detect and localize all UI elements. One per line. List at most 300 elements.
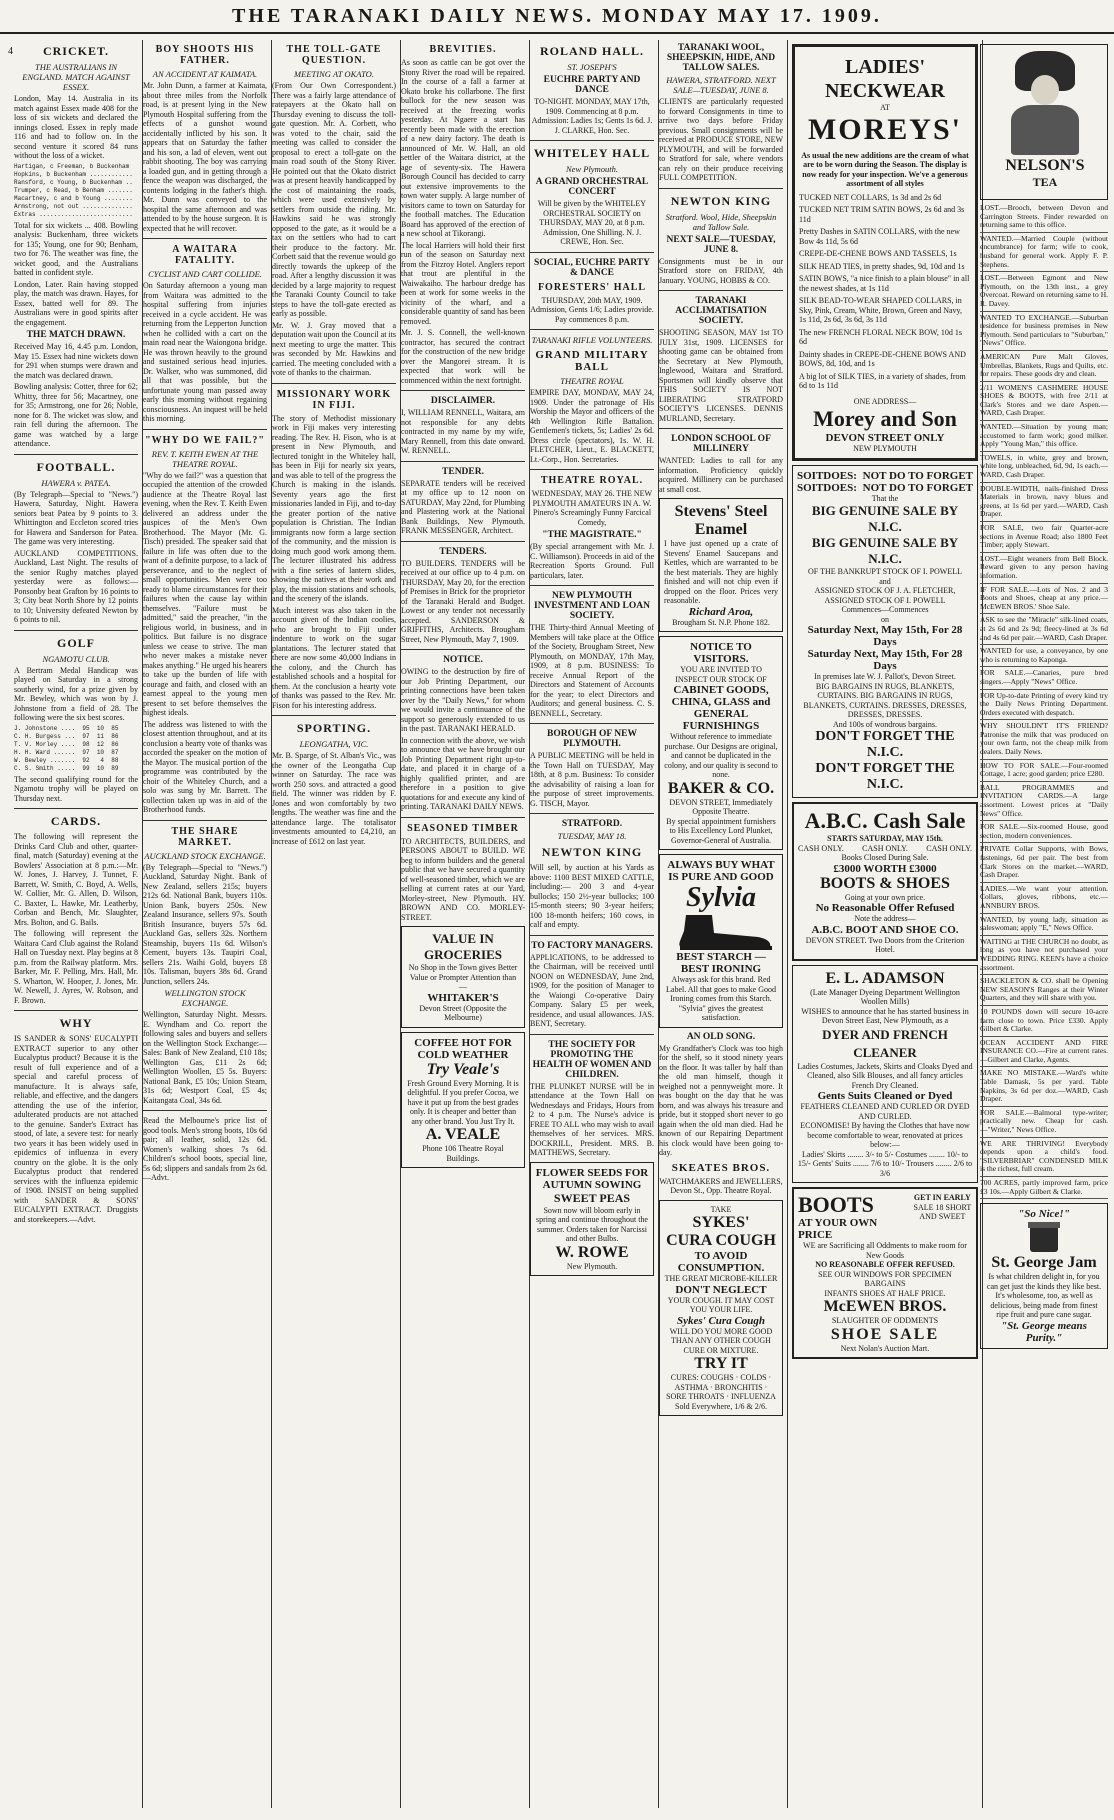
classified-ad: AMERICAN Pure Malt Gloves, Umbrellas, Blankets, Rugs and Quilts, etc. for repairs. These goods dry and clean.: [980, 353, 1108, 382]
sylvia-paragraph: Always ask for this brand. Red Label. All that goes to make Good Ironing comes from this Starch. "Sylvia" gives the greatest satisfaction.: [666, 975, 776, 1022]
rowe-advertisement: [530, 1162, 654, 1277]
cards-heading: CARDS.: [50, 814, 102, 828]
euchre-paragraph: TO-NIGHT. MONDAY, MAY 17th, 1909. Commencing at 8 p.m. Admission: Ladies 1s; Gents 1s 6d. J. J. CLARKE, Hon. Sec.: [531, 97, 653, 135]
classified-ad: WANTED, by young lady, situation as saleswoman; apply "E," News Office.: [980, 916, 1108, 936]
sale-short-sweet: SALE 18 SHORT AND SWEET: [913, 1202, 972, 1221]
next-nolans: Next Nolan's Auction Mart.: [840, 1343, 930, 1353]
veale-paragraph: Fresh Ground Every Morning. It is delightful. If you prefer Cocoa, we have it put up from the best grades only. It is cheaper and better than any other brand. You Just Try It.: [407, 1078, 519, 1126]
stevens-advertisement: [659, 498, 783, 632]
classified-ad: WHY SHOULDN'T IT'S FRIEND? Patronise the milk that was produced on your own farm, not the cheap milk from dealers. Daily News.: [980, 722, 1108, 759]
abc-boot-shoe-co: A.B.C. BOOT AND SHOE CO.: [811, 923, 959, 936]
column-2: [143, 40, 272, 1808]
adamson-paragraph: WISHES to announce that he has started business in Devon Street East, New Plymouth, as a: [801, 1006, 969, 1025]
match-drawn-heading: THE MATCH DRAWN.: [26, 330, 126, 340]
divider: [143, 238, 267, 239]
veale-name: A. VEALE: [425, 1126, 501, 1143]
whitakers-address: Devon Street (Opposite the Melbourne): [419, 1003, 507, 1022]
gents-suits: Gents Suits Cleaned or Dyed: [817, 1090, 953, 1102]
classified-ad: ASK to see the "Miracle" silk-lined coats, at 2s 6d and 2s 9d; fleecy-lined at 3s 6d and 4s 6d per pair.—WARD, Cash Draper.: [980, 616, 1108, 645]
morey-and-son: Morey and Son: [813, 406, 957, 431]
adamson-subtitle: (Late Manager Dyeing Department Wellington Woollen Mills): [810, 987, 960, 1006]
golf-subheading: NGAMOTU CLUB.: [42, 653, 110, 664]
cura-cough-label: CURA COUGH: [666, 1232, 776, 1249]
cricket-paragraph: Bowling analysis: Cotter, three for 62; Whitty, three for 56; Macartney, one for 35; Armstrong, one for 26; Noble, none for 8. The wicket was slow, and rain fell during the afternoon. The game was watched by a large attendance.: [14, 382, 138, 448]
stevens-paragraph: I have just opened up a crate of Stevens' Enamel Saucepans and Kettles, which are warranted to be the best materials. They are highly finished and will not chip even if dropped on the floor. Prices very reasonable.: [664, 539, 778, 605]
divider: [143, 820, 267, 821]
fatality-paragraph: On Saturday afternoon a young man from Waitara was admitted to the hospital suffering from injuries received in a cycle accident. He was returning from the Lepperton Junction when he collided with a cart on the main road near the Waiongona bridge. He was thrown heavily to the ground and sustained serious head injuries. Dr. Walker, who was summoned, did all that was possible, but the unfortunate young man passed away early this morning without regaining consciousness. An inquest will be held this morning.: [143, 281, 267, 423]
abc-cash-sale: A.B.C. Cash Sale: [804, 808, 966, 833]
premises: In premises late W. J. Pallot's, Devon Street.: [814, 672, 956, 681]
assigned-stock: ASSIGNED STOCK OF J. A. FLETCHER, ASSIGNED STOCK OF I. POWELL: [814, 586, 956, 605]
feathers: FEATHERS CLEANED AND CURLED OR DYED AND CURLED.: [800, 1102, 970, 1121]
whitakers-name: WHITAKER'S: [427, 991, 499, 1004]
borough-paragraph: A PUBLIC MEETING will be held in the Town Hall on TUESDAY, May 18th, at 8 p.m. Business: To consider the advisability of raising a loan for the purpose of street improvements. G. TISCH, Mayor.: [530, 751, 654, 808]
auckland-exchange-paragraph: (By Telegraph—Special to "News.") Auckland, Saturday Night. Bank of New Zealand, sellers 215s; buyers 212s 6d. National Bank, buyers 110s. Union Bank, buyers 250s. New Zealand Insurance, sellers 97s. South British Insurance, buyers 57s 6d. Auckland Gas, sellers 32s. Northern Steamship, buyers 11s 6d. Wilson's Cement, buyers 13s. Taupiri Coal, sellers 21s. Waihi Gold, buyers £8 10s. Talisman, buyers 38s 6d. Grand Junction, sellers 24s.: [143, 862, 267, 986]
divider: [530, 813, 654, 814]
column-6: [659, 40, 788, 1808]
neckwear-item: TUCKED NET COLLARS, 1s 3d and 2s 6d: [799, 192, 942, 202]
seasoned-timber-paragraph: TO ARCHITECTS, BUILDERS, and PERSONS ABOUT to BUILD. WE beg to inform builders and the general public that we have secured a quantity of well-seasoned timber, which we are selling at current rates at our Yard, Morley-street, New Plymouth. HY. BROWN AND CO. MORLEY-STREET.: [401, 836, 525, 922]
ladies-neckwear-heading: LADIES' NECKWEAR: [824, 56, 945, 102]
st-george-means: "St. George means Purity.": [1001, 1319, 1087, 1344]
saturday-next-2: Saturday Next, May 15th, For 28 Days: [807, 648, 963, 672]
one-address: ONE ADDRESS—: [853, 396, 917, 406]
football-subheading: HAWERA v. PATEA.: [41, 477, 111, 488]
not-forget-label: NOT DO TO FORGET: [862, 469, 973, 482]
why-fail-paragraph: "Why do we fail?" was a question that occupied the attention of the crowded audience at the Theatre Royal last evening, when the Rev. T. Keith Ewen delivered an address under the auspices of the Men's Own Brotherhood. The Mayor (Mr. G. Tisch) presided. The speaker said that failure in life was often due to the want of a definite purpose, to a lack of perseverance, and to the neglect of small opportunities. Men were too ready to blame circumstances for their failures when the cause lay within themselves. "Failure must be admitted," said the preacher, "in the religious world, in business, and in politics. But failure is no disgrace unless we cease to strive. The man who never makes a mistake never makes anything." He urged his hearers to take up the burden of life with courage and faith, and closed with an earnest appeal to the young men present to set before themselves the highest ideals.: [143, 470, 267, 717]
neckwear-item: Pretty Dashes in SATIN COLLARS, with the new Bow 4s 11d, 5s 6d: [799, 227, 960, 246]
classified-ad: OCEAN ACCIDENT AND FIRE INSURANCE CO.—Fire at current rates.—Gilbert and Clarke, Agents.: [980, 1039, 1108, 1068]
divider: [401, 390, 525, 391]
classified-ad: 700 ACRES, partly improved farm, price £3 10s.—Apply Gilbert & Clarke.: [980, 1179, 1108, 1199]
investment-society-paragraph: THE Thirty-third Annual Meeting of Members will take place at the Office of the Society, Brougham Street, New Plymouth, on MONDAY, 17th May, 1909, at 8 p.m. BUSINESS: To receive Annual Report of the Directors and Statement of Accounts for the year; to elect Directors and Auditors; and general business. C. S. BENNELL, Secretary.: [530, 623, 654, 718]
st-george-jam: St. George Jam: [991, 1254, 1097, 1272]
military-ball-paragraph: EMPIRE DAY, MONDAY, MAY 24, 1909. Under the patronage of His Worship the Mayor and officers of the 4th Wellington Rifle Battalion. Gentlemen's tickets, 5s; Ladies' 2s 6d. Dress circle (spectators), 1s. W. H. FLETCHER, Lieut., E. BLACKETT, Lt.-Corp., Hon. Secretaries.: [530, 388, 654, 464]
football-paragraph: (By Telegraph—Special to "News.") Hawera, Saturday, Night. Hawera seniors beat Patea by 9 points to 3. Whittington and Eccleton scored tries for Hawera and Sanderson for Patea. The game was very interesting.: [14, 489, 138, 546]
divider: [530, 329, 654, 330]
lady-face-icon: [1031, 75, 1059, 105]
books-closed: Books Closed During Sale.: [841, 853, 929, 862]
notice-paragraph: OWING to the destruction by fire of our Job Printing Department, our printing connections have been taken over by the "Daily News," for whom we would invite a continuance of the support so generously extended to us in the past. TARANAKI HERALD.: [401, 667, 525, 733]
infants-shoes: INFANTS SHOES AT HALF PRICE.: [824, 1288, 946, 1298]
golf-paragraph: The second qualifying round for the Ngamotu trophy will be played on Thursday next.: [14, 774, 138, 803]
hundreds-bargains: And 100s of wondrous bargains.: [832, 719, 938, 729]
classified-ad: FOR SALE.—Balmoral type-writer; practically new. Cheap for cash.—"Writer," News Office.: [980, 1109, 1108, 1138]
flower-seeds-heading: FLOWER SEEDS FOR AUTUMN SOWING: [535, 1166, 649, 1191]
baker-appointment: By special appointment furnishers to His Excellency Lord Plunket, Governor-General of Australia.: [666, 816, 776, 845]
tea-label: TEA: [1032, 175, 1058, 189]
price-list: Ladies' Skirts ........ 3/- to 5/- Costumes ........ 10/- to 15/- Gents' Suits ........ 7/6 to 10/- Trousers ........ 2/6 to 3/6: [797, 1149, 973, 1178]
classified-ad: LADIES.—We want your attention. Collars, gloves, ribbons, etc.—ANNBURY BROS.: [980, 885, 1108, 914]
cricket-subheading: THE AUSTRALIANS IN ENGLAND. MATCH AGAINST ESSEX.: [22, 62, 130, 92]
divider: [530, 723, 654, 724]
at-your-own-price: AT YOUR OWN PRICE: [798, 1217, 878, 1241]
abc-address: DEVON STREET. Two Doors from the Criterion Hotel.: [805, 935, 965, 954]
classified-ad: WANTED TO EXCHANGE.—Suburban residence for business premises in New Plymouth. Send particulars to "Suburban," "News" Office.: [980, 314, 1108, 351]
brevities-heading: BREVITIES.: [429, 44, 497, 55]
adamson-advertisement: [792, 965, 978, 1184]
sacrificing: WE are Sacrificing all Oddments to make room for New Goods: [803, 1241, 967, 1260]
newton-king-heading: NEWTON KING: [670, 193, 772, 208]
divider: [14, 630, 138, 631]
visitors-heading: NOTICE TO VISITORS.: [690, 641, 752, 665]
roland-hall-advertisement: [530, 44, 654, 135]
try-it: TRY IT: [694, 1355, 748, 1372]
your-cough: YOUR COUGH. IT MAY COST YOU YOUR LIFE.: [667, 1295, 775, 1314]
slaughter: SLAUGHTER OF ODDMENTS: [831, 1316, 939, 1325]
classified-ad: TOWELS, in white, grey and brown, white long, unbleached, 6d, 9d, 1s each.—WARD, Cash Draper.: [980, 454, 1108, 483]
divider: [272, 383, 396, 384]
next-sale-heading: NEXT SALE—TUESDAY, JUNE 8.: [666, 234, 776, 255]
big-sale-heading: BIG GENUINE SALE BY N.I.C.: [811, 503, 959, 534]
lady-dress-icon: [1011, 105, 1079, 155]
tenders-paragraph: TO BUILDERS. TENDERS will be received at our office up to 4 p.m. on THURSDAY, May 20, for the erection of Premises in Brick for the proprietor of the Taranaki Herald and Budget. Lowest or any tender not necessarily accepted. SANDERSON & GRIFFITHS, Architects. Brougham Street, New Plymouth, May 7, 1909.: [401, 558, 525, 644]
divider: [14, 454, 138, 455]
get-early-block: [913, 1193, 972, 1222]
classified-ad: IF FOR SALE.—Lots of Nos. 2 and 3 Boots and Shoes, cheap at any price.—McEWEN BROS.' Shoe Sale.: [980, 586, 1108, 615]
on-label: on: [881, 614, 889, 624]
neckwear-item: SILK BEAD-TO-WEAR SHAPED COLLARS, in Sky, Pink, Cream, White, Brown, Green and Navy, 1s 11d, 2s 6d, 3s 6d, 3s 11d: [799, 296, 963, 324]
soitdoes-label: SOITDOES:: [797, 469, 857, 482]
notice-paragraph: In connection with the above, we wish to announce that we have brought our Job Printing Department right up-to-date, and placed it in charge of a highly qualified printer, and are therefore in a position to give quotations for and execute any kind of printing. TARANAKI DAILY NEWS.: [401, 735, 525, 811]
divider: [401, 541, 525, 542]
dyer-french-cleaner: DYER AND FRENCH CLEANER: [822, 1026, 948, 1060]
divider: [401, 817, 525, 818]
soitdoes-label-2: SOITDOES:: [797, 481, 857, 494]
why-fail-paragraph: The address was listened to with the closest attention throughout, and at its conclusion a hearty vote of thanks was accorded the speaker on the motion of the Mayor. The musical portion of the programme was contributed by the choir of the Whiteley Church, and a solo was sung by Mr. Barrett. The collection taken up was in aid of the Brotherhood funds.: [143, 719, 267, 814]
brevities-paragraph: As soon as cattle can be got over the Stony River the road will be repaired. In the course of a fall a farmer at Okato broke his collarbone. The first bullock for the new season was received at the freezing works yesterday. At Ngaere a start has recently been made with the erection of a new dairy factory. The death is announced of Mr. W. Hall, an old settler of the Waitara district, at the age of seventy-six. The Hawera Borough Council has decided to carry out extensive improvements to the town water supply. A large number of visitors came to town on Saturday for the football matches. The Education Board has approved of the erection of a new school at Tikorangi.: [401, 58, 525, 238]
toll-gate-subheading: MEETING AT OKATO.: [294, 69, 374, 79]
millinery-heading: LONDON SCHOOL OF MILLINERY: [671, 434, 771, 454]
masthead-title: THE TARANAKI DAILY NEWS. MONDAY MAY 17. 1909.: [232, 4, 882, 27]
newton-king-heading: NEWTON KING: [541, 845, 643, 859]
jam-jar-icon: [1014, 1220, 1074, 1254]
divider: [530, 140, 654, 141]
cabinet-goods: CABINET GOODS, CHINA, GLASS and GENERAL FURNISHINGS: [671, 684, 771, 732]
plunket-society-heading: THE SOCIETY FOR PROMOTING THE HEALTH OF WOMEN AND CHILDREN.: [532, 1039, 652, 1080]
wool-sales-heading: TARANAKI WOOL, SHEEPSKIN, HIDE, AND TALLOW SALES.: [666, 43, 776, 73]
divider: [659, 188, 783, 189]
why-heading: WHY: [59, 1016, 93, 1030]
boots-block: [798, 1193, 913, 1241]
neckwear-item: A big lot of SILK TIES, in a variety of shades, from 6d to 1s 11d: [799, 371, 966, 390]
newton-king-paragraph: Will sell, by auction at his Yards as above: 1100 BEST MIXED CATTLE, including:— 200 3 and 4-year bullocks; 150 2½-year bullocks; 100 15-month steers; 90 3-year heifers; 100 18-month heifers; 160 cows, in calf and empty.: [530, 863, 654, 929]
borough-heading: BOROUGH OF NEW PLYMOUTH.: [547, 729, 637, 749]
classified-ad: PRIVATE Collar Supports, with Bows, fastenings, 6d per pair. The best from Clark Stores on the market.—WARD, Cash Draper.: [980, 845, 1108, 882]
neckwear-item: CREPE-DE-CHENE BOWS AND TASSELS, 1s: [799, 249, 957, 258]
baker-advertisement: [659, 636, 783, 850]
divider: [14, 1010, 138, 1011]
no-reasonable-refused: NO REASONABLE OFFER REFUSED.: [815, 1260, 955, 1269]
whiteley-hall-location: New Plymouth.: [566, 164, 618, 174]
neckwear-intro: As usual the new additions are the cream of what are to be worn during the Season. The display is now ready for your inspection. We've a generous assortment of all styles: [801, 150, 969, 188]
sykes-advertisement: [659, 1200, 783, 1417]
tender-heading: TENDER.: [442, 466, 484, 477]
old-song-paragraph: My Grandfather's Clock was too high for the shelf, so it stood ninety years on the floor. It was taller by half than the old man himself, though it weighed not a pennyweight more. It was bought on the day that he was born, and was always his treasure and pride, but it stopped short never to go again when the old man died. Had he known of our Repairing Department his clock would have been going to-day.: [659, 1043, 783, 1157]
melbourne-advertisement: Read the Melbourne's price list of good tools. Men's strong boots, 10s 6d pair; all leather, solid, 12s 6d. Women's walking shoes 7s 6d. Children's school boots, special line, 5s 6d; slippers and sandals from 2s 6d.—Advt.: [143, 1116, 267, 1182]
best-starch: BEST STARCH — BEST IRONING: [676, 951, 766, 975]
veale-phone: Phone 106 Theatre Royal Buildings.: [422, 1144, 504, 1163]
theatre-royal-heading: THEATRE ROYAL.: [540, 475, 644, 486]
neckwear-item: TUCKED NET TRIM SATIN BOWS, 2s 6d and 3s 11d: [799, 205, 965, 224]
acclimatisation-heading: TARANAKI ACCLIMATISATION SOCIETY.: [675, 296, 767, 326]
foresters-heading: FORESTERS' HALL: [537, 281, 647, 293]
theatre-royal-label: THEATRE ROYAL: [560, 376, 624, 386]
avoid-consumption: TO AVOID CONSUMPTION.: [677, 1250, 765, 1274]
orchestral-paragraph: Will be given by the WHITELEY ORCHESTRAL SOCIETY on THURSDAY, MAY 20, at 8 p.m. Admission, One Shilling. N. J. CREWE, Hon. Sec.: [537, 199, 647, 246]
sporting-paragraph: Mr. B. Sparge, of St. Alban's Vic., was the owner of the Leongatha Cup winner on Saturday. The race was worth 250 sovs. and attracted a good field. The winner was ridden by F. Jones and won comfortably by two lengths. The weather was fine and the attendance large. The totalisator investments amounted to £4,210, an increase of £612 on last year.: [272, 751, 396, 846]
brevities-paragraph: The local Harriers will hold their first run of the season on Saturday next from the Fitzroy Hotel. Anglers report that trout are plentiful in the Waiwakaiho. The harbour dredge has been at work for some weeks in the vicinity of the wharf, and a considerable quantity of sand has been removed.: [401, 240, 525, 326]
sporting-subheading: LEONGATHA, VIC.: [299, 739, 369, 749]
classified-ad: 10 POUNDS down will secure 10-acre farm close to town. Price £330. Apply Gilbert & Clarke.: [980, 1008, 1108, 1037]
cash-only-2: CASH ONLY.: [862, 843, 908, 853]
st-george-paragraph: Is what children delight in, for you can get just the kinds they like best. It's wholesome, too, as well as delicious, being made from finest ripe fruit and pure cane sugar.: [986, 1272, 1102, 1320]
cash-only-row: [798, 844, 972, 854]
orchestral-heading: A GRAND ORCHESTRAL CONCERT: [535, 177, 649, 197]
divider: [530, 935, 654, 936]
divider: [530, 1034, 654, 1035]
value-paragraph: No Shop in the Town gives Better Value or Prompter Attention than —: [408, 963, 518, 991]
sykes-cura-cough: Sykes' Cura Cough: [676, 1314, 766, 1327]
moreys-advertisement: [792, 44, 978, 461]
cricket-paragraph: Total for six wickets ... 408. Bowling analysis: Buckenham, three wickets for 135; Young, one for 90; Benham, two for 76. The weather was fine, the wicket good, and the Australians batted in confident style.: [14, 220, 138, 277]
golf-scores: J. Johnstone .... 95 10 85 C. H. Burgess ... 97 11 86 T. V. Morley .... 98 12 86 H. H. Ward ...... 97 10 87 W. Bewley ....... 92 4 88 C. S. Smith ..... 99 10 89: [14, 724, 119, 772]
nelsons-tea-advertisement: [980, 44, 1108, 200]
divider: [401, 461, 525, 462]
column-4: [401, 40, 530, 1808]
cricket-paragraph: London, May 14. Australia in its match against Essex made 408 for the loss of six wickets and declared the innings closed. Essex in reply made 116 and had to follow on. In the second venture it scored 84 runs without the loss of a wicket.: [14, 94, 138, 160]
tender-paragraph: SEPARATE tenders will be received at my office up to 12 noon on SATURDAY, May 22nd, for Plumbing and Plastering work at the National Bank Buildings, New Plymouth. FRANK MESSENGER, Architect.: [401, 478, 526, 535]
that-the: That the: [871, 493, 899, 503]
aroa-name: Richard Aroa,: [688, 605, 754, 618]
cricket-paragraph: London, Later. Rain having stopped play, the match was drawn. Hayes, for Essex, batted well for 89. The Australians were in good spirits after the engagement.: [14, 279, 138, 327]
nic-sale-advertisement: [792, 465, 978, 799]
adamson-name: E. L. ADAMSON: [825, 969, 945, 987]
wool-sales-paragraph: CLIENTS are particularly requested to forward Consignments in time to arrive two days before Friday previous. Small consignments will be received at PRODUCE STORE, NEW PLYMOUTH, and will be forwarded to Stratford for sale, where vendors can rely on their produce receiving FULL COMPETITION.: [659, 97, 783, 182]
divider: [143, 429, 267, 430]
aroa-address: Brougham St. N.P. Phone 182.: [672, 617, 770, 627]
no-reasonable-offer: No Reasonable Offer Refused: [815, 902, 955, 914]
classified-ad: FOR SALE.—Six-roomed House, good section, modern conveniences.: [980, 823, 1108, 843]
classified-ad: WANTED for use, a conveyance, by one who is returning to Kaponga.: [980, 647, 1108, 667]
cricket-scores: Hartigan, c Freeman, b Buckenham Hopkins, b Buckenham ............ Ransford, c Young, b Buckenham .. Trumper, c Read, b Benham ....... Macartney, c and b Young ........ Armstrong, not out .............. Extras ..........................: [14, 162, 133, 218]
saturday-next: Saturday Next, May 15th, For 28 Days: [807, 624, 963, 648]
rowe-location: New Plymouth.: [566, 1261, 618, 1271]
classified-ad: WAITING at THE CHURCH no doubt, as long as you have not purchased your WEDDING RING. KEEN's have a choice assortment.: [980, 938, 1108, 975]
neckwear-item: SATIN BOWS, "a nice finish to a plain blouse" in all the newest shades, at 1s 11d: [799, 274, 970, 293]
divider: [14, 808, 138, 809]
moreys-name: MOREYS': [807, 112, 962, 146]
column-8: [980, 40, 1108, 1808]
classified-ad: HOW TO FOR SALE.—Four-roomed Cottage, 1 acre; good garden; price £280.: [980, 762, 1108, 782]
rifle-volunteers: TARANAKI RIFLE VOLUNTEERS.: [531, 335, 653, 345]
why-fail-subheading: REV. T. KEITH EWEN AT THE THEATRE ROYAL.: [151, 448, 259, 469]
divider: [530, 469, 654, 470]
whiteley-hall-heading: WHITELEY HALL: [533, 146, 651, 160]
magistrate-paragraph: (By special arrangement with Mr. J. C. Williamson). Proceeds in aid of the Recreation Sports Ground. Full particulars, later.: [530, 542, 654, 580]
factory-managers-paragraph: APPLICATIONS, to be addressed to the Chairman, will be received until NOON on WEDNESDAY, June 2nd, 1909, for the position of Manager to the Waiongi Co-operative Dairy Company. Salary £5 per week, residence, and usual allowances. JAS. BENT, Secretary.: [530, 952, 654, 1028]
theatre-paragraph: WEDNESDAY, MAY 26. THE NEW PLYMOUTH AMATEURS IN A. W. Pinero's Screamingly Funny Farcical Comedy,: [531, 489, 653, 527]
newton-king-subheading: Stratford. Wool, Hide, Sheepskin and Tallow Sale.: [665, 211, 777, 232]
next-sale-paragraph: Consignments must be in our Stratford store on FRIDAY, 4th January. YOUNG, HOBBS & CO.: [659, 256, 783, 285]
golf-paragraph: A Bertram Medal Handicap was played on Saturday in a strong southerly wind, for a prize given by Mr. Bewley, which was won by J. Johnstone from a field of 28. The following were the six best scores.: [14, 665, 138, 722]
economise: ECONOMISE! By having the Clothes that have now become comfortable to wear, renovated at prices below:—: [800, 1121, 970, 1149]
always-buy: ALWAYS BUY WHAT IS PURE AND GOOD: [667, 859, 775, 883]
why-fail-heading: "WHY DO WE FAIL?": [145, 434, 265, 446]
devon-street-only: DEVON STREET ONLY: [825, 432, 945, 444]
match-drawn-paragraph: Received May 16, 4.45 p.m. London, May 15. Essex had nine wickets down for 291 when stumps were drawn and the match was declared drawn.: [14, 342, 138, 380]
masthead: [0, 0, 1114, 34]
take-label: TAKE: [710, 1204, 732, 1214]
boy-shoots-subheading: AN ACCIDENT AT KAIMATA.: [152, 69, 258, 79]
skeates-paragraph: WATCHMAKERS and JEWELLERS, Devon St., Opp. Theatre Royal.: [659, 1176, 783, 1195]
neckwear-list: [799, 193, 971, 391]
cards-paragraph: The following will represent the Drinks Card Club and other, quarter-final, match (Saturday) evening at the Bowlers' Association at 8 p.m.:—Mr. W. Jones, J. Harvey, J. Tunnet, F. Barrett, W. Smith, C. Boyd, A. Wells, W. Collier, Mr. G. Allen, D. Wilson, C. Baxter, L. Hawke, Mr. Leatherby, Corban and Bench, Mr. Slaughter, Mrs. Bolton, and G. Bails.: [14, 832, 138, 927]
military-ball-heading: GRAND MILITARY BALL: [535, 349, 649, 373]
column-7: [788, 40, 983, 1808]
stevens-heading: Stevens' Steel Enamel: [674, 503, 768, 538]
stratford-date: TUESDAY, MAY 18.: [557, 831, 627, 841]
disclaimer-heading: DISCLAIMER.: [430, 396, 496, 406]
nelsons-label: NELSON'S: [1005, 157, 1085, 174]
page-number: 4: [8, 46, 13, 57]
cash-only-3: CASH ONLY.: [926, 843, 972, 853]
boy-shoots-paragraph: Mr. John Dunn, a farmer at Kaimata, about three miles from the Norfolk road, is at present lying in the New Plymouth Hospital suffering from the effects of a gunshot wound accidentally inflicted by his son. It appears that on Saturday the father and his son, a lad of eleven, went out rabbit shooting. The boy was carrying a loaded gun, and in getting through a fence the weapon was discharged, the contents lodging in the father's thigh. Mr. Dunn was conveyed to the hospital the same afternoon and was attended to by the house surgeon. It is expected that he will recover.: [143, 81, 267, 233]
note-address: Note the address—: [854, 914, 916, 923]
millinery-paragraph: WANTED: Ladies to call for any information. Proficiency quickly acquired. Millinery can be purchased at small cost.: [659, 456, 783, 494]
classified-ad: DOUBLE-WIDTH, nails-finished Dress Materials in brown, navy blues and greens, at 1s 6d per yard.—WARD, Cash Draper.: [980, 485, 1108, 522]
plunket-society-paragraph: THE PLUNKET NURSE will be in attendance at the Town Hall on Wednesdays and Fridays, Hours from 2 to 4 p.m. The Nurse's advice is FREE TO ALL who may wish to avail themselves of her services. MRS. DOCKRILL, President. MRS. B. MATTHEWS, Secretary.: [530, 1081, 654, 1157]
classified-ad: LOST.—Brooch, between Devon and Carrington Streets. Finder rewarded on returning same to this office.: [980, 204, 1108, 233]
auckland-exchange-subheading: AUCKLAND STOCK EXCHANGE.: [144, 850, 266, 861]
starts-saturday: STARTS SATURDAY, MAY 15th.: [827, 834, 943, 843]
neckwear-item: The new FRENCH FLORAL NECK BOW, 10d 1s 6d: [799, 327, 962, 346]
wellington-exchange-subheading: WELLINGTON STOCK EXCHANGE.: [164, 988, 246, 1008]
not-forget-label-2: NOT DO TO FORGET: [862, 481, 973, 494]
whitakers-advertisement: [401, 926, 525, 1028]
toll-gate-paragraph: (From Our Own Correspondent.) There was a fairly large attendance of ratepayers at the Okato hall on Thursday evening to discuss the toll-gate question. Mr. A. Corbett, who was voted to the chair, said the meeting was called to consider the proposal to erect a toll-gate on the main road south of the Stony River. He pointed out that the Okato district was at present heavily handicapped by the cost of maintaining the roads, which were used extensively by settlers from outside the riding. Mr. Hawkins said he was strongly opposed to the gate, as it would be a tax on the settlers who had to cart their produce to the factory. Mr. Corbett said that the revenue would go directly towards the upkeep of the road. After a lengthy discussion it was decided by a large majority to request the Taranaki County Council to take steps to have the toll-gate erected as early as possible.: [272, 81, 396, 318]
social-heading: SOCIAL, EUCHRE PARTY & DANCE: [534, 257, 650, 278]
and-label: and: [879, 576, 891, 586]
visitors-paragraph: YOU ARE INVITED TO INSPECT OUR STOCK OF: [675, 665, 767, 684]
st-josephs: ST. JOSEPH'S: [567, 62, 617, 72]
brevities-paragraph: Mr. J. S. Connell, the well-known contractor, has secured the contract for the construction of the new bridge over the Mangorei stream. It is expected that work will be commenced within the next fortnight.: [401, 328, 525, 385]
seasoned-timber-heading: SEASONED TIMBER: [407, 822, 519, 834]
investment-society-heading: NEW PLYMOUTH INVESTMENT AND LOAN SOCIETY.: [534, 591, 650, 621]
fatality-heading: A WAITARA FATALITY.: [172, 244, 238, 266]
wool-sales-subheading: HAWERA, STRATFORD. NEXT SALE—TUESDAY, JUNE 8.: [666, 75, 776, 95]
soitdoes-row: [797, 470, 973, 482]
see-windows: SEE OUR WINDOWS FOR SPECIMEN BARGAINS: [818, 1269, 952, 1288]
baker-address: DEVON STREET, Immediately Opposite Theatre.: [669, 797, 773, 816]
magistrate-title: "THE MAGISTRATE.": [542, 530, 642, 540]
shoe-sale: SHOE SALE: [830, 1325, 940, 1343]
divider: [659, 290, 783, 291]
st-george-advertisement: [980, 1203, 1108, 1349]
new-plymouth: NEW PLYMOUTH: [853, 444, 917, 453]
small-ads-list: [980, 204, 1108, 1199]
foresters-paragraph: THURSDAY, 20th MAY, 1909. Admission, Gents 1/6; Ladies provide. Pay commences 8 p.m.: [530, 295, 654, 324]
euchre-heading: EUCHRE PARTY AND DANCE: [543, 75, 641, 95]
mcewen-top-row: [798, 1193, 972, 1241]
so-nice: "So Nice!": [1018, 1208, 1070, 1221]
missionary-paragraph: Much interest was also taken in the account given of the Indian coolies, who are brought to Fiji under indenture to work on the sugar plantations. The lecturer stated that there are now some 40,000 Indians in the colony, and the Church has established schools and a hospital for them. At the conclusion a hearty vote of thanks was passed to the Rev. Mr. Fison for his interesting address.: [272, 605, 396, 710]
mcewen-advertisement: [792, 1187, 978, 1359]
acclimatisation-paragraph: SHOOTING SEASON, MAY 1st TO JULY 31st, 1909. LICENSES for shooting game can be obtained from the Secretary at New Plymouth, Inglewood, Waitara and Stratford. Sportsmen will kindly observe that THIS SOCIETY IS NOT LIBERATING STRATFORD SOCIETY'S LICENSES. DENNIS MURLAND, Secretary.: [659, 328, 783, 423]
value-in-groceries: VALUE IN GROCERIES: [423, 931, 503, 962]
column-5: [530, 40, 659, 1808]
rowe-name: W. ROWE: [555, 1243, 629, 1261]
classified-ad: FOR SALE, two fair Quarter-acre sections in Avenue Road; also 1800 Feet Timber; apply Stewart.: [980, 524, 1108, 553]
big-sale-heading-2: BIG GENUINE SALE BY N.I.C.: [811, 535, 959, 566]
column-3: [272, 40, 401, 1808]
missionary-heading: MISSIONARY WORK IN FIJI.: [276, 388, 392, 411]
factory-managers-heading: TO FACTORY MANAGERS.: [531, 940, 653, 951]
dont-forget-nic: DON'T FORGET THE N.I.C.: [815, 729, 955, 760]
sykes-label: SYKES': [692, 1214, 750, 1231]
microbe-killer: THE GREAT MICROBE-KILLER: [664, 1274, 778, 1283]
at-label: AT: [880, 103, 890, 112]
divider: [401, 649, 525, 650]
roland-hall-heading: ROLAND HALL.: [539, 44, 644, 58]
classified-ad: WANTED.—Situation by young man; accustomed to farm work; good milker. Apply "Young Man," this office.: [980, 423, 1108, 452]
toll-gate-heading: THE TOLL-GATE QUESTION.: [286, 44, 382, 66]
baker-name: BAKER & CO.: [667, 779, 775, 797]
dont-neglect: DON'T NEGLECT: [675, 1283, 767, 1296]
eucalypti-advertisement: IS SANDER & SONS' EUCALYPTI EXTRACT superior to any other Eucalyptus product? Because it is the result of full experience and of a special and careful process of manufacture. It is always safe, reliable, and effective, and the dangers attending the use of the inferior, adulterated products are not attached to the genuine. Sander's Extract has stood, of late, a severe test: for nearly two years it has been widely used in epidemics of influenza in every country on the globe. It is the only Eucalyptus product that rendered services with the influenza epidemic of 1908. INSIST on being supplied with SANDER & SONS' EUCALYPTI EXTRACT. Druggists and storekeepers.—Advt.: [14, 1034, 138, 1224]
cricket-heading: CRICKET.: [42, 44, 110, 58]
boots-and-shoes: BOOTS & SHOES: [820, 874, 950, 892]
divider: [659, 428, 783, 429]
classified-ad: FOR Up-to-date Printing of every kind try the Daily News Printing Department. Orders executed with despatch.: [980, 692, 1108, 721]
bankrupt-stock: OF THE BANKRUPT STOCK OF I. POWELL: [807, 567, 962, 576]
stratford-heading: STRATFORD.: [561, 819, 623, 829]
old-song-heading: AN OLD SONG.: [686, 1031, 756, 1042]
boots-heading: BOOTS: [798, 1192, 874, 1217]
commences: Commences—Commences: [841, 605, 929, 614]
classified-ad: SHACKLETON & CO. shall be Opening NEW SEASON'S Ranges at their Winter Quarters, and they will share with you.: [980, 977, 1108, 1006]
divider: [272, 715, 396, 716]
missionary-paragraph: The story of Methodist missionary work in Fiji makes very interesting reading. The Rev. H. Fison, who is at present in New Plymouth, and lectured tonight in the Whiteley hall, has been in Fiji for nearly six years, and was able to tell of the progress the Church is making in the islands. Seventy years ago the first missionaries landed in Fiji, and to-day the greater portion of the native population is Christian. The Indian immigrants now form a large section of the community, and the mission is doing much good work among them. The lecturer illustrated his address with a fine series of lantern slides, showing the natives at their work and play, the mission stations and schools, and the scenery of the islands.: [272, 413, 396, 603]
divider: [143, 1110, 267, 1111]
tenders-heading: TENDERS.: [439, 546, 487, 557]
skeates-heading: SKEATES BROS.: [671, 1161, 771, 1174]
sporting-heading: SPORTING.: [296, 721, 372, 735]
veale-advertisement: [401, 1032, 525, 1169]
share-market-heading: THE SHARE MARKET.: [171, 825, 239, 848]
dont-forget-nic-2: DON'T FORGET THE N.I.C.: [815, 761, 955, 792]
classified-ad: WANTED.—Married Couple (without encumbrance) for farm; wife to cook, husband for general work. Apply F. P. Stephens.: [980, 235, 1108, 272]
cards-paragraph: The following will represent the Waitara Card Club against the Roland Hall on Tuesday next. Play begins at 8 p.m. from the Railway platform. Mrs. Barker, Mr. F. Pelling, Mrs. Hall, Mr. S. Wharton, W. Hooper, J. Jones, Mr. W. Newell, J. Ayres, W. Robson, and F. Brown.: [14, 929, 138, 1005]
worth-3000: £3000 WORTH £3000: [833, 862, 937, 875]
football-paragraph: AUCKLAND COMPETITIONS. Auckland, Last Night. The results of the senior Rugby matches played yesterday were as follows:—Ponsonby beat Grafton by 16 points to 3; City beat North Shore by 12 points to 10; University defeated Newton by 6 points to nil.: [14, 548, 138, 624]
classified-ad: 2/11 WOMEN'S CASHMERE HOUSE SHOES & BOOTS, with free 2/11 at Clark's Stores and we dare Aspen.—WARD, Cash Draper.: [980, 384, 1108, 421]
coffee-heading: COFFEE HOT FOR COLD WEATHER: [414, 1036, 512, 1061]
disclaimer-paragraph: I, WILLIAM RENNELL, Waitara, am not responsible for any debts contracted in my name by my wife, Mary Rennell, from this date onward. W. RENNELL.: [401, 408, 525, 455]
classified-ad: LOST.—Eight weaners from Bell Block. Reward given to any person having information.: [980, 555, 1108, 584]
sylvia-brand: Sylvia: [686, 882, 756, 913]
toll-gate-paragraph: Mr. W. J. Gray moved that a deputation wait upon the Council at its next meeting to urge the matter. This was seconded by Mr. Hawkins and carried. The meeting concluded with a vote of thanks to the chairman.: [272, 320, 396, 377]
soitdoes-row-2: [797, 482, 973, 494]
fatality-subheading: CYCLIST AND CART COLLIDE.: [148, 269, 262, 279]
dyer-paragraph: Ladies Costumes, Jackets, Skirts and Cloaks Dyed and Cleaned, also Silk Blouses, and all fancy articles French Dry Cleaned.: [797, 1061, 973, 1090]
neckwear-item: Dainty shades in CREPE-DE-CHENE BOWS AND BOWS, 8d, 10d, and 1s: [799, 349, 966, 368]
notice-heading: NOTICE.: [443, 655, 483, 665]
sold-everywhere: Sold Everywhere, 1/6 & 2/6.: [675, 1401, 767, 1411]
bargains: BIG BARGAINS IN RUGS, BLANKETS, CURTAINS. BIG BARGAINS IN RUGS, BLANKETS, CURTAINS. DRESSES, DRESSES, DRESSES, DRESSES.: [803, 681, 967, 719]
boot-icon: [666, 913, 776, 951]
going-price: Going at your own price.: [844, 892, 926, 902]
